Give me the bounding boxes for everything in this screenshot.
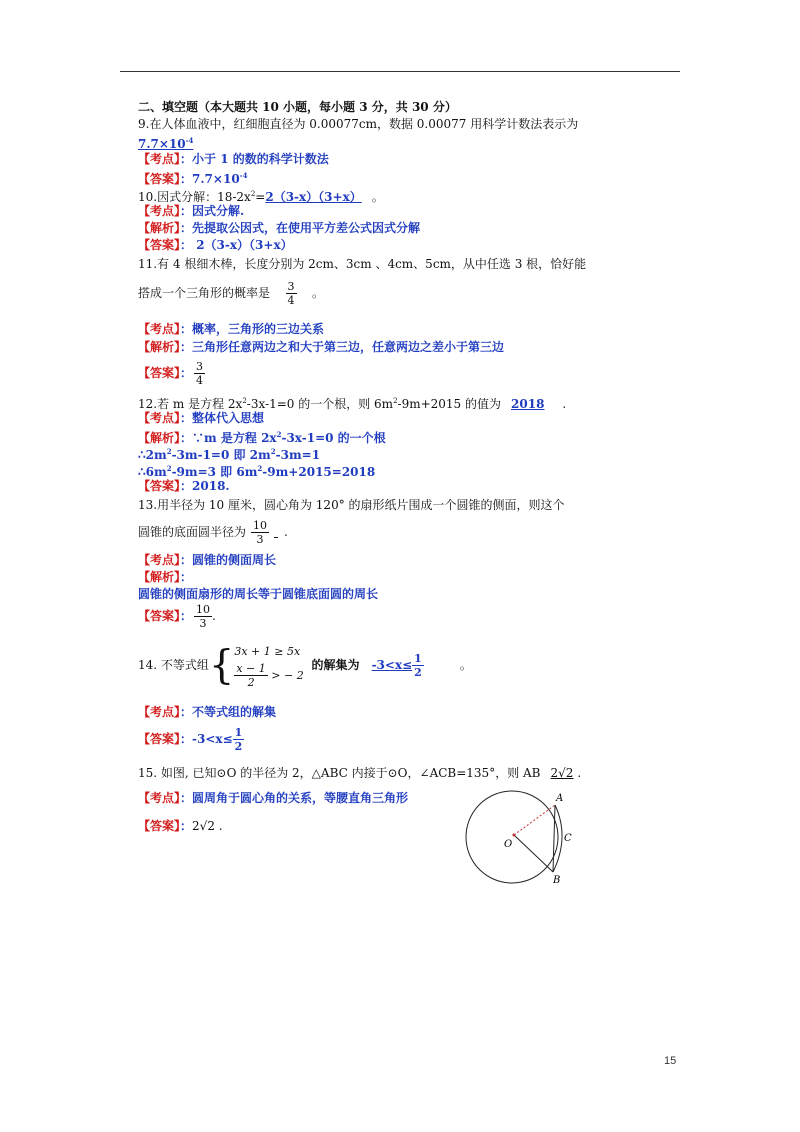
q11-stem-line2: 搭成一个三角形的概率是 $\frac{3}{4}$ 。 bbox=[138, 280, 325, 307]
circle-figure bbox=[460, 785, 580, 895]
q12-step3: $\therefore 6m^2-9m=3$ 即 $6m^2-9m+2015=2018$ bbox=[138, 464, 376, 479]
q9-answer: 【答案】：$7.7\times 10^{-4}$ bbox=[138, 171, 248, 186]
label-a: A bbox=[556, 793, 564, 804]
q12-step2: $\therefore 2m^2-3m-1=0$ 即 $2m^2-3m=1$ bbox=[138, 447, 321, 462]
label-o: O bbox=[504, 839, 513, 850]
q14-kaodian: 【考点】：不等式组的解集 bbox=[138, 705, 277, 719]
circle-o bbox=[466, 791, 558, 883]
q13-jiexi-body: 圆锥的侧面扇形的周长等于圆锥底面圆的周长 bbox=[138, 587, 379, 601]
q9-kaodian: 【考点】：小于 1 的数的科学计数法 bbox=[138, 152, 329, 166]
q11-stem-line1: 11.有 4 根细木棒，长度分别为 2cm、3cm 、4cm、5cm，从中任选 3 根，恰好能 bbox=[138, 257, 587, 271]
q12-jiexi: 【解析】：∵m 是方程 $2x^2-3x-1=0$ 的一个根 bbox=[138, 430, 386, 445]
q11-kaodian: 【考点】：概率，三角形的三边关系 bbox=[138, 322, 325, 336]
section-title: 二、填空题（本大题共 10 小题，每小题 3 分，共 30 分） bbox=[138, 100, 457, 114]
q15-answer: 【答案】：2√2 . bbox=[138, 819, 223, 833]
q10-jiexi: 【解析】：先提取公因式，在使用平方差公式因式分解 bbox=[138, 221, 421, 235]
q9-stem: 9.在人体血液中，红细胞直径为 0.00077cm，数据 0.00077 用科学计数法表示为 bbox=[138, 117, 579, 131]
q13-answer: 【答案】： $\frac{10}{3}$ . bbox=[138, 603, 216, 630]
q9-fill: $7.7\times 10^{-4}$ bbox=[138, 136, 194, 151]
header-rule bbox=[120, 71, 680, 72]
q15-kaodian: 【考点】：圆周角于圆心角的关系，等腰直角三角形 bbox=[138, 791, 409, 805]
q13-stem-line2: 圆锥的底面圆半径为 $\frac{10}{3}$ . bbox=[138, 519, 288, 546]
radius-ob bbox=[514, 835, 553, 872]
q10-stem: 10.因式分解：$18-2x^2=2(3-x)(3+x)$ 。 bbox=[138, 190, 384, 204]
q13-jiexi: 【解析】： bbox=[138, 570, 193, 584]
q14-stem: 14. 不等式组{ 3x + 1 ≥ 5x $\frac{x - 1}{2}$ > − 2 的解集为 -3<x≤ $\frac{1}{2}$ 。 bbox=[138, 642, 472, 689]
label-c: C bbox=[564, 833, 572, 844]
center-point bbox=[513, 834, 516, 837]
label-b: B bbox=[553, 875, 561, 886]
q14-answer: 【答案】：-3<x≤ $\frac{1}{2}$ bbox=[138, 726, 243, 753]
q12-stem: 12.若 m 是方程 $2x^2-3x-1=0$ 的一个根，则 $6m^2-9m+2015$ 的值为 2018 . bbox=[138, 397, 567, 411]
q10-kaodian: 【考点】：因式分解. bbox=[138, 204, 245, 218]
q11-jiexi: 【解析】：三角形任意两边之和大于第三边，任意两边之差小于第三边 bbox=[138, 340, 505, 354]
q12-answer: 【答案】：2018. bbox=[138, 479, 230, 493]
chord-ab bbox=[553, 805, 555, 872]
q13-stem-line1: 13.用半径为 10 厘米，圆心角为 120° 的扇形纸片围成一个圆锥的侧面，则这个 bbox=[138, 498, 565, 512]
q10-answer: 【答案】： 2（3-x）（3+x） bbox=[138, 238, 293, 252]
q12-kaodian: 【考点】：整体代入思想 bbox=[138, 411, 265, 425]
page-number: 15 bbox=[664, 1055, 677, 1067]
q11-answer: 【答案】： $\frac{3}{4}$ bbox=[138, 360, 204, 387]
q13-kaodian: 【考点】：圆锥的侧面周长 bbox=[138, 553, 277, 567]
q15-stem: 15. 如图, 已知⊙O 的半径为 2，△ABC 内接于⊙O，∠ACB=135°，则 AB 2√2 . bbox=[138, 766, 582, 780]
